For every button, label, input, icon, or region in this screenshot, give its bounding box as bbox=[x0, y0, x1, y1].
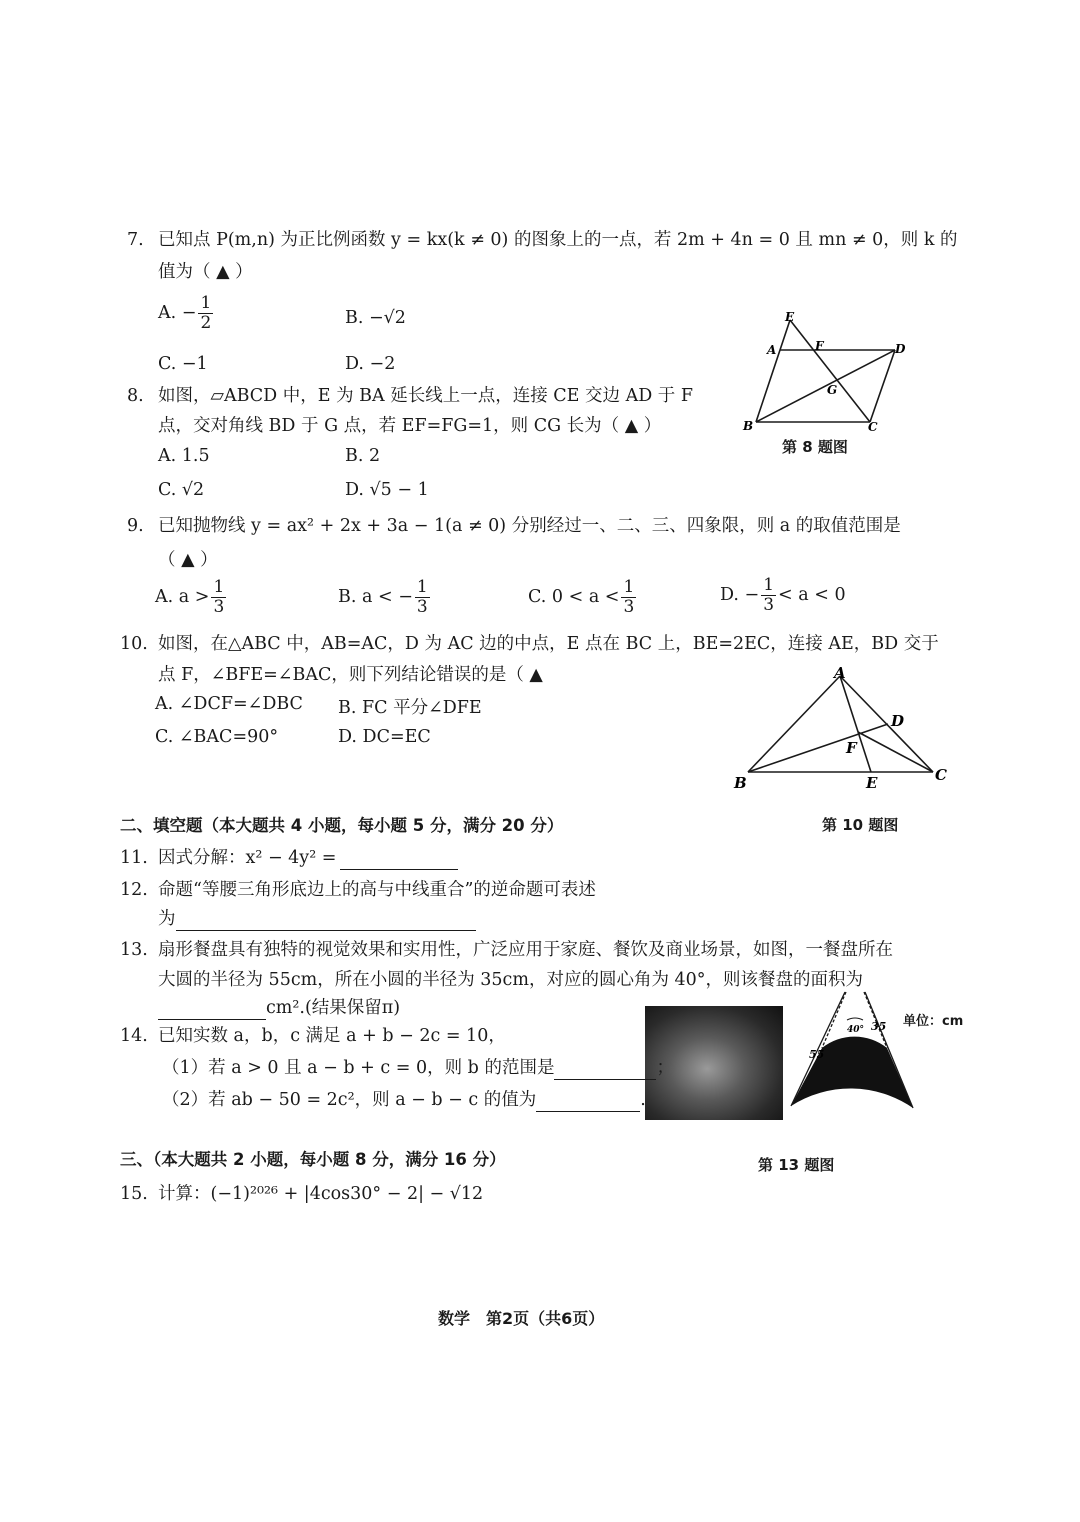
q9-number: 9. bbox=[127, 516, 144, 536]
q10-option-d: D. DC=EC bbox=[338, 727, 431, 747]
q8-label-g: G bbox=[827, 383, 838, 397]
q14-part1-blank[interactable] bbox=[554, 1061, 656, 1080]
q8-option-a: A. 1.5 bbox=[158, 446, 210, 466]
section-3-heading: 三、（本大题共 2 小题，每小题 8 分，满分 16 分） bbox=[120, 1150, 506, 1169]
q14-part2: （2）若 ab − 50 = 2c²，则 a − b − c 的值为 . bbox=[162, 1090, 646, 1110]
q8-label-e: E bbox=[785, 310, 795, 324]
q10-stem-line1: 如图，在△ABC 中，AB=AC，D 为 AC 边的中点，E 点在 BC 上，BE=2EC，连接 AE，BD 交于 bbox=[158, 634, 939, 654]
q12-stem-line1: 命题“等腰三角形底边上的高与中线重合”的逆命题可表述 bbox=[158, 880, 596, 900]
q10-figure bbox=[728, 662, 958, 794]
q8-number: 8. bbox=[127, 386, 144, 406]
q12-answer-blank[interactable] bbox=[176, 912, 476, 931]
q9-option-a: A. a > $\frac{1}{3}$ bbox=[155, 577, 225, 617]
q15-number: 15. bbox=[120, 1184, 148, 1204]
q10-label-b: B bbox=[734, 774, 747, 792]
q11-answer-blank[interactable] bbox=[340, 851, 458, 870]
q8-figure-caption: 第 8 题图 bbox=[782, 438, 848, 456]
q12-number: 12. bbox=[120, 880, 148, 900]
section-2-heading: 二、填空题（本大题共 4 小题，每小题 5 分，满分 20 分） bbox=[120, 816, 564, 835]
q10-stem-line2: 点 F，∠BFE=∠BAC，则下列结论错误的是（ ▲ bbox=[158, 665, 543, 685]
q14-part1: （1）若 a > 0 且 a − b + c = 0，则 b 的范围是 ； bbox=[162, 1058, 674, 1078]
q10-option-b: B. FC 平分∠DFE bbox=[338, 698, 482, 718]
q10-label-e: E bbox=[866, 774, 878, 792]
q13-unit-label: 单位：cm bbox=[903, 1014, 964, 1029]
q9-stem-line1: 已知抛物线 y = ax² + 2x + 3a − 1(a ≠ 0) 分别经过一、二、三、四象限，则 a 的取值范围是 bbox=[158, 516, 901, 536]
q7-number: 7. bbox=[127, 230, 144, 250]
q10-option-a: A. ∠DCF=∠DBC bbox=[155, 694, 303, 714]
q13-angle-label: 40° bbox=[847, 1025, 865, 1035]
q10-label-c: C bbox=[935, 766, 947, 784]
q8-stem-line2: 点，交对角线 BD 于 G 点，若 EF=FG=1，则 CG 长为（ ▲ ） bbox=[158, 416, 662, 436]
q8-label-b: B bbox=[743, 419, 754, 433]
q7-option-d: D. −2 bbox=[345, 354, 396, 374]
q13-small-radius-label: 35 bbox=[871, 1020, 887, 1033]
q10-option-c: C. ∠BAC=90° bbox=[155, 727, 279, 747]
q8-stem-line1: 如图，▱ABCD 中，E 为 BA 延长线上一点，连接 CE 交边 AD 于 F bbox=[158, 386, 694, 406]
q13-answer-blank[interactable] bbox=[158, 1001, 266, 1020]
q7-stem-line2: 值为（ ▲ ） bbox=[158, 262, 253, 282]
q13-figure-caption: 第 13 题图 bbox=[758, 1156, 835, 1174]
q10-label-d: D bbox=[891, 712, 905, 730]
q7-option-a: A. − $\frac{1}{2}$ bbox=[158, 293, 212, 333]
q13-big-radius-label: 55 bbox=[809, 1048, 825, 1061]
q7-stem-line1: 已知点 P(m,n) 为正比例函数 y = kx(k ≠ 0) 的图象上的一点，若 2m + 4n = 0 且 mn ≠ 0，则 k 的 bbox=[158, 230, 958, 250]
q15-text: 计算：(−1)²⁰²⁶ + |4cos30° − 2| − √12 bbox=[158, 1184, 484, 1204]
q10-number: 10. bbox=[120, 634, 148, 654]
q9-option-d: D. − $\frac{1}{3}$ < a < 0 bbox=[720, 575, 846, 615]
q12-stem-line2: 为 bbox=[158, 907, 476, 931]
q13-stem-line1: 扇形餐盘具有独特的视觉效果和实用性，广泛应用于家庭、餐饮及商业场景，如图，一餐盘所在 bbox=[158, 940, 893, 960]
q11-number: 11. bbox=[120, 848, 148, 868]
q10-label-a: A bbox=[834, 664, 846, 682]
q7-option-c: C. −1 bbox=[158, 354, 208, 374]
q13-number: 13. bbox=[120, 940, 148, 960]
q8-option-d: D. √5 − 1 bbox=[345, 480, 429, 500]
q14-part2-blank[interactable] bbox=[536, 1093, 640, 1112]
q14-number: 14. bbox=[120, 1026, 148, 1046]
q8-label-c: C bbox=[868, 420, 878, 434]
q9-option-c: C. 0 < a < $\frac{1}{3}$ bbox=[528, 577, 635, 617]
q9-option-b: B. a < − $\frac{1}{3}$ bbox=[338, 577, 428, 617]
q9-stem-line2: （ ▲ ） bbox=[158, 550, 218, 570]
q8-option-b: B. 2 bbox=[345, 446, 381, 466]
page-footer: 数学 第2页（共6页） bbox=[438, 1309, 605, 1328]
q8-figure bbox=[735, 305, 925, 435]
q8-label-a: A bbox=[767, 343, 777, 357]
q11-text: 因式分解：x² − 4y² = bbox=[158, 846, 458, 870]
q8-label-d: D bbox=[895, 342, 906, 356]
q8-label-f: F bbox=[815, 339, 824, 353]
q14-stem-line1: 已知实数 a，b，c 满足 a + b − 2c = 10， bbox=[158, 1026, 506, 1046]
q10-label-f: F bbox=[846, 739, 857, 757]
q10-figure-caption: 第 10 题图 bbox=[822, 816, 899, 834]
q13-stem-line3: cm².(结果保留π) bbox=[158, 996, 400, 1020]
q8-option-c: C. √2 bbox=[158, 480, 205, 500]
q7-option-b: B. −√2 bbox=[345, 308, 406, 328]
q13-stem-line2: 大圆的半径为 55cm，所在小圆的半径为 35cm，对应的圆心角为 40°，则该餐盘的面积为 bbox=[158, 970, 864, 990]
